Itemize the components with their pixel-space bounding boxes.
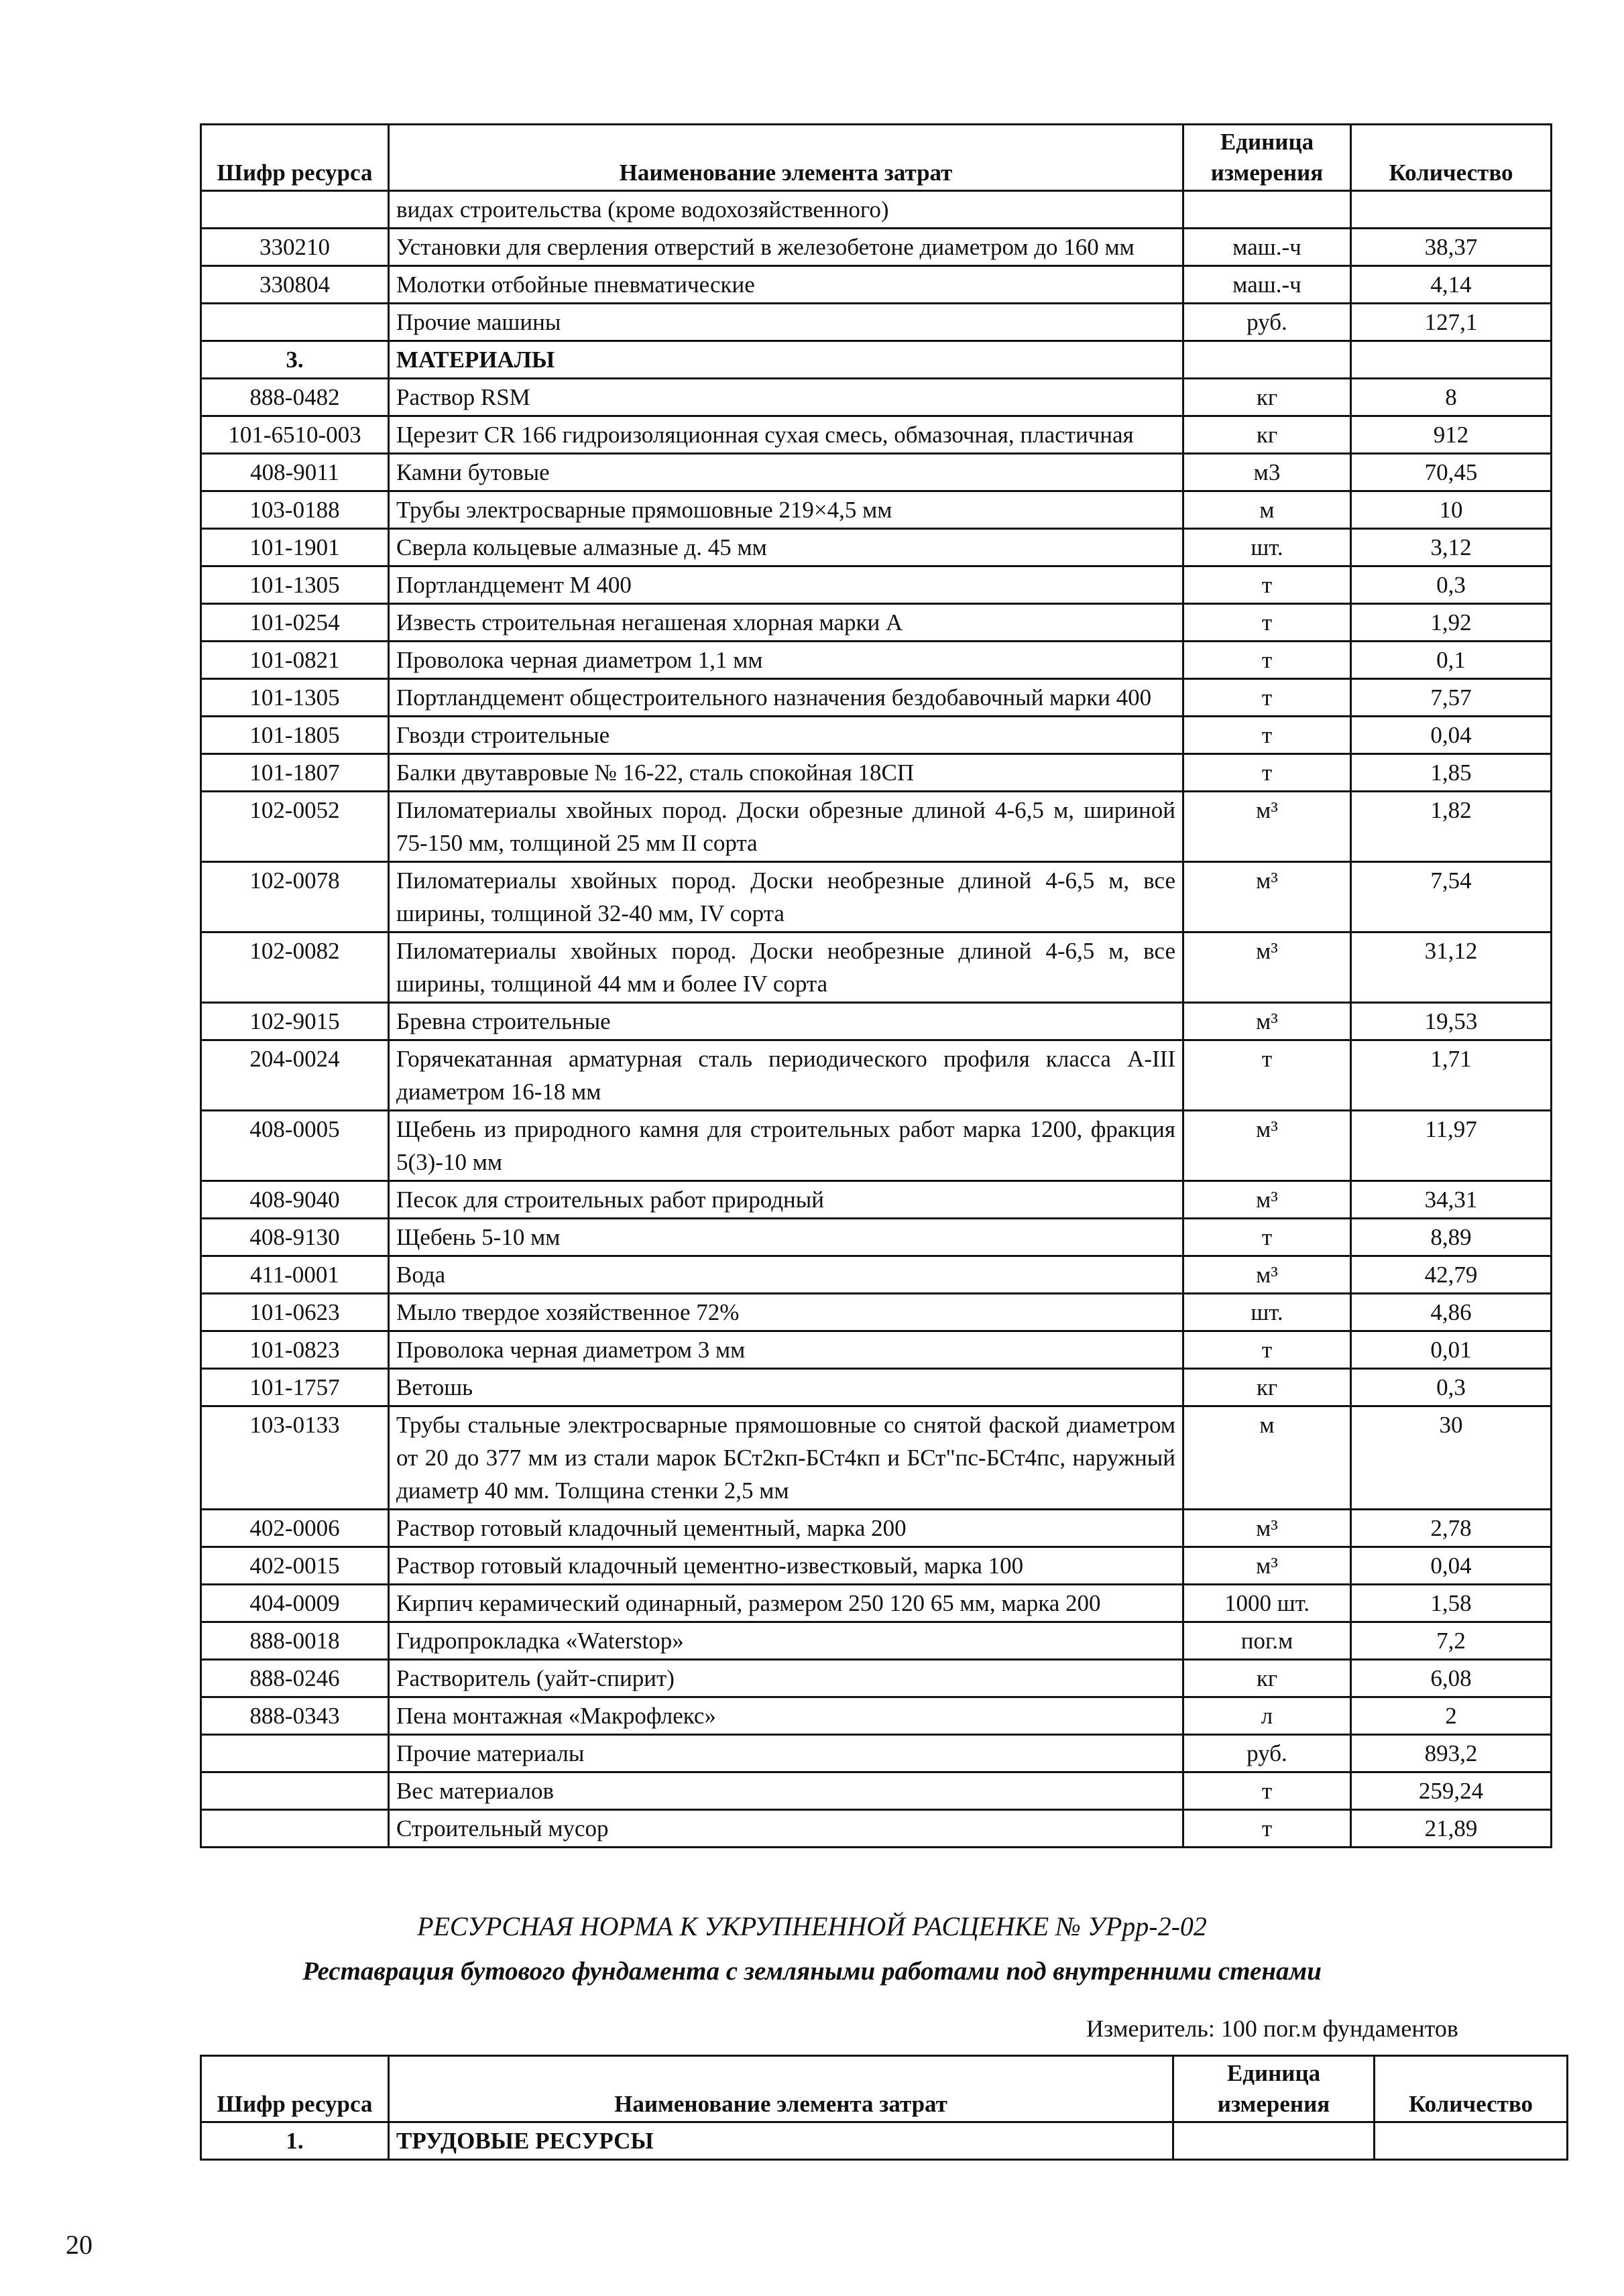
unit-cell: кг (1183, 1660, 1351, 1697)
code-cell: 404-0009 (201, 1585, 389, 1622)
table-row (201, 679, 1552, 717)
table-row (201, 754, 1552, 792)
name-cell: ТРУДОВЫЕ РЕСУРСЫ (389, 2122, 1173, 2160)
norm-subtitle: Реставрация бутового фундамента с земляными работами под внутренними стенами (302, 1957, 1322, 1986)
table-row (201, 1219, 1552, 1256)
name-cell: Пиломатериалы хвойных пород. Доски обрезные длиной 4-6,5 м, шириной 75-150 мм, толщиной 25 мм II сорта (389, 792, 1183, 862)
table-row (201, 416, 1552, 454)
unit-cell: м (1183, 491, 1351, 529)
name-cell: МАТЕРИАЛЫ (389, 341, 1183, 379)
table-row (201, 1697, 1552, 1735)
unit-cell: т (1183, 1040, 1351, 1111)
qty-cell: 42,79 (1351, 1256, 1552, 1294)
unit-cell: м³ (1183, 1547, 1351, 1585)
name-cell: Кирпич керамический одинарный, размером 250 120 65 мм, марка 200 (389, 1585, 1183, 1622)
name-cell: Портландцемент М 400 (389, 566, 1183, 604)
code-cell: 102-0078 (201, 862, 389, 932)
name-cell: Портландцемент общестроительного назначения бездобавочный марки 400 (389, 679, 1183, 717)
qty-cell: 21,89 (1351, 1810, 1552, 1848)
qty-cell: 8,89 (1351, 1219, 1552, 1256)
code-cell: 101-1757 (201, 1369, 389, 1406)
table-row (201, 1181, 1552, 1219)
qty-cell: 1,58 (1351, 1585, 1552, 1622)
qty-cell: 1,92 (1351, 604, 1552, 642)
qty-cell: 7,57 (1351, 679, 1552, 717)
name-cell: Пиломатериалы хвойных пород. Доски необрезные длиной 4-6,5 м, все ширины, толщиной 32-40 мм, IV сорта (389, 862, 1183, 932)
code-cell: 101-0823 (201, 1331, 389, 1369)
table-row (201, 529, 1552, 566)
code-cell: 101-0254 (201, 604, 389, 642)
unit-cell: маш.-ч (1183, 229, 1351, 266)
name-cell: Трубы стальные электросварные прямошовные со снятой фаской диаметром от 20 до 377 мм из стали марок БСт2кп-БСт4кп и БСт"пс-БСт4пс, наружный диаметр 40 мм. Толщина стенки 2,5 мм (389, 1406, 1183, 1510)
qty-cell: 1,71 (1351, 1040, 1552, 1111)
code-cell: 408-9011 (201, 454, 389, 491)
code-cell: 402-0006 (201, 1510, 389, 1547)
qty-cell: 0,1 (1351, 642, 1552, 679)
name-cell: Молотки отбойные пневматические (389, 266, 1183, 304)
name-cell: Камни бутовые (389, 454, 1183, 491)
unit-cell: т (1183, 717, 1351, 754)
unit-cell: м³ (1183, 1181, 1351, 1219)
qty-cell: 0,01 (1351, 1331, 1552, 1369)
table-header-row (201, 2056, 1568, 2122)
code-cell: 102-0052 (201, 792, 389, 862)
table-row (201, 1369, 1552, 1406)
code-cell: 101-1807 (201, 754, 389, 792)
code-cell: 888-0482 (201, 379, 389, 416)
qty-cell: 0,04 (1351, 717, 1552, 754)
qty-cell: 31,12 (1351, 932, 1552, 1003)
code-cell: 102-0082 (201, 932, 389, 1003)
qty-cell: 30 (1351, 1406, 1552, 1510)
qty-cell: 3,12 (1351, 529, 1552, 566)
table-row (201, 491, 1552, 529)
unit-cell: л (1183, 1697, 1351, 1735)
table-row (201, 341, 1552, 379)
unit-cell: м³ (1183, 1111, 1351, 1181)
name-cell: Вес материалов (389, 1772, 1183, 1810)
table-row (201, 1331, 1552, 1369)
table-row (201, 229, 1552, 266)
unit-cell (1183, 191, 1351, 229)
name-cell: Горячекатанная арматурная сталь периодического профиля класса А-III диаметром 16-18 мм (389, 1040, 1183, 1111)
code-cell: 411-0001 (201, 1256, 389, 1294)
unit-cell (1173, 2122, 1375, 2160)
table-row (201, 642, 1552, 679)
name-cell: Сверла кольцевые алмазные д. 45 мм (389, 529, 1183, 566)
unit-cell: м3 (1183, 454, 1351, 491)
name-cell: Известь строительная негашеная хлорная марки А (389, 604, 1183, 642)
table-row (201, 1294, 1552, 1331)
table-row (201, 266, 1552, 304)
name-cell: Балки двутавровые № 16-22, сталь спокойная 18СП (389, 754, 1183, 792)
qty-cell: 34,31 (1351, 1181, 1552, 1219)
unit-cell: пог.м (1183, 1622, 1351, 1660)
qty-cell: 8 (1351, 379, 1552, 416)
table-row (201, 304, 1552, 341)
header-code: Шифр ресурса (201, 125, 389, 191)
qty-cell: 1,85 (1351, 754, 1552, 792)
table-row (201, 792, 1552, 862)
unit-cell: т (1183, 1331, 1351, 1369)
unit-cell: т (1183, 1219, 1351, 1256)
table-row (201, 1547, 1552, 1585)
table-row (201, 1772, 1552, 1810)
qty-cell (1375, 2122, 1568, 2160)
unit-cell (1183, 341, 1351, 379)
name-cell: Растворитель (уайт-спирит) (389, 1660, 1183, 1697)
header-name: Наименование элемента затрат (389, 125, 1183, 191)
qty-cell: 6,08 (1351, 1660, 1552, 1697)
table-row (201, 1510, 1552, 1547)
code-cell: 101-1901 (201, 529, 389, 566)
header-unit: Единица измерения (1173, 2056, 1375, 2122)
table-row (201, 1003, 1552, 1040)
qty-cell: 10 (1351, 491, 1552, 529)
code-cell (201, 1735, 389, 1772)
header-name: Наименование элемента затрат (389, 2056, 1173, 2122)
table-row (201, 862, 1552, 932)
qty-cell: 127,1 (1351, 304, 1552, 341)
qty-cell: 2,78 (1351, 1510, 1552, 1547)
code-cell (201, 304, 389, 341)
table-row (201, 454, 1552, 491)
header-qty: Количество (1375, 2056, 1568, 2122)
table-row (201, 191, 1552, 229)
code-cell: 204-0024 (201, 1040, 389, 1111)
unit-cell: т (1183, 642, 1351, 679)
unit-cell: кг (1183, 379, 1351, 416)
name-cell: Строительный мусор (389, 1810, 1183, 1848)
qty-cell: 912 (1351, 416, 1552, 454)
unit-cell: маш.-ч (1183, 266, 1351, 304)
code-cell: 3. (201, 341, 389, 379)
name-cell: Проволока черная диаметром 1,1 мм (389, 642, 1183, 679)
qty-cell: 4,86 (1351, 1294, 1552, 1331)
name-cell: Установки для сверления отверстий в железобетоне диаметром до 160 мм (389, 229, 1183, 266)
code-cell: 1. (201, 2122, 389, 2160)
table-row (201, 604, 1552, 642)
code-cell: 402-0015 (201, 1547, 389, 1585)
name-cell: Трубы электросварные прямошовные 219×4,5 мм (389, 491, 1183, 529)
code-cell: 408-0005 (201, 1111, 389, 1181)
table-row (201, 1622, 1552, 1660)
code-cell: 101-1805 (201, 717, 389, 754)
unit-cell: м³ (1183, 1256, 1351, 1294)
table-header-row (201, 125, 1552, 191)
name-cell: Прочие машины (389, 304, 1183, 341)
norm-title: РЕСУРСНАЯ НОРМА К УКРУПНЕННОЙ РАСЦЕНКЕ № УРрр-2-02 (417, 1911, 1207, 1941)
qty-cell: 893,2 (1351, 1735, 1552, 1772)
qty-cell: 0,04 (1351, 1547, 1552, 1585)
table-row (201, 1585, 1552, 1622)
code-cell: 101-6510-003 (201, 416, 389, 454)
table-row (201, 566, 1552, 604)
name-cell: Щебень 5-10 мм (389, 1219, 1183, 1256)
code-cell: 101-0821 (201, 642, 389, 679)
name-cell: Церезит CR 166 гидроизоляционная сухая смесь, обмазочная, пластичная (389, 416, 1183, 454)
name-cell: Раствор готовый кладочный цементный, марка 200 (389, 1510, 1183, 1547)
qty-cell (1351, 341, 1552, 379)
unit-cell: 1000 шт. (1183, 1585, 1351, 1622)
unit-cell: м³ (1183, 862, 1351, 932)
qty-cell: 38,37 (1351, 229, 1552, 266)
unit-cell: м³ (1183, 1003, 1351, 1040)
materials-table (200, 123, 1552, 1848)
unit-cell: м³ (1183, 1510, 1351, 1547)
qty-cell: 4,14 (1351, 266, 1552, 304)
qty-cell (1351, 191, 1552, 229)
unit-cell: руб. (1183, 304, 1351, 341)
name-cell: Проволока черная диаметром 3 мм (389, 1331, 1183, 1369)
unit-cell: т (1183, 754, 1351, 792)
unit-cell: м³ (1183, 932, 1351, 1003)
unit-cell: т (1183, 566, 1351, 604)
code-cell: 408-9040 (201, 1181, 389, 1219)
name-cell: Ветошь (389, 1369, 1183, 1406)
unit-cell: т (1183, 1810, 1351, 1848)
name-cell: Бревна строительные (389, 1003, 1183, 1040)
qty-cell: 259,24 (1351, 1772, 1552, 1810)
qty-cell: 19,53 (1351, 1003, 1552, 1040)
table-row (201, 1660, 1552, 1697)
name-cell: Раствор готовый кладочный цементно-известковый, марка 100 (389, 1547, 1183, 1585)
header-unit: Единица измерения (1183, 125, 1351, 191)
header-code: Шифр ресурса (201, 2056, 389, 2122)
table-row (201, 932, 1552, 1003)
qty-cell: 1,82 (1351, 792, 1552, 862)
table-row (201, 1810, 1552, 1848)
table-row (201, 1735, 1552, 1772)
name-cell: Пена монтажная «Макрофлекс» (389, 1697, 1183, 1735)
name-cell: Прочие материалы (389, 1735, 1183, 1772)
unit-cell: кг (1183, 1369, 1351, 1406)
name-cell: Раствор RSM (389, 379, 1183, 416)
unit-cell: м³ (1183, 792, 1351, 862)
name-cell: Песок для строительных работ природный (389, 1181, 1183, 1219)
qty-cell: 11,97 (1351, 1111, 1552, 1181)
unit-cell: м (1183, 1406, 1351, 1510)
qty-cell: 7,54 (1351, 862, 1552, 932)
code-cell: 103-0133 (201, 1406, 389, 1510)
qty-cell: 0,3 (1351, 566, 1552, 604)
table-row (201, 379, 1552, 416)
page-number: 20 (66, 2230, 93, 2260)
code-cell: 408-9130 (201, 1219, 389, 1256)
table-body (201, 191, 1552, 1848)
unit-cell: т (1183, 1772, 1351, 1810)
unit-cell: т (1183, 679, 1351, 717)
table-row (201, 1256, 1552, 1294)
name-cell: видах строительства (кроме водохозяйственного) (389, 191, 1183, 229)
resources-table (200, 2055, 1568, 2161)
table-row (201, 2122, 1568, 2160)
unit-cell: шт. (1183, 1294, 1351, 1331)
unit-cell: шт. (1183, 529, 1351, 566)
code-cell: 330210 (201, 229, 389, 266)
code-cell: 101-0623 (201, 1294, 389, 1331)
code-cell: 888-0343 (201, 1697, 389, 1735)
name-cell: Вода (389, 1256, 1183, 1294)
unit-cell: руб. (1183, 1735, 1351, 1772)
code-cell (201, 191, 389, 229)
qty-cell: 0,3 (1351, 1369, 1552, 1406)
qty-cell: 7,2 (1351, 1622, 1552, 1660)
table-row (201, 1040, 1552, 1111)
name-cell: Гидропрокладка «Waterstop» (389, 1622, 1183, 1660)
name-cell: Гвозди строительные (389, 717, 1183, 754)
qty-cell: 2 (1351, 1697, 1552, 1735)
code-cell (201, 1810, 389, 1848)
table-row (201, 1111, 1552, 1181)
unit-cell: кг (1183, 416, 1351, 454)
name-cell: Щебень из природного камня для строительных работ марка 1200, фракция 5(3)-10 мм (389, 1111, 1183, 1181)
qty-cell: 70,45 (1351, 454, 1552, 491)
code-cell: 102-9015 (201, 1003, 389, 1040)
code-cell (201, 1772, 389, 1810)
table-body (201, 2122, 1568, 2160)
table-row (201, 717, 1552, 754)
code-cell: 103-0188 (201, 491, 389, 529)
code-cell: 101-1305 (201, 679, 389, 717)
unit-cell: т (1183, 604, 1351, 642)
table-row (201, 1406, 1552, 1510)
header-qty: Количество (1351, 125, 1552, 191)
code-cell: 888-0246 (201, 1660, 389, 1697)
name-cell: Мыло твердое хозяйственное 72% (389, 1294, 1183, 1331)
measure-unit: Измеритель: 100 пог.м фундаментов (1086, 2015, 1458, 2042)
name-cell: Пиломатериалы хвойных пород. Доски необрезные длиной 4-6,5 м, все ширины, толщиной 44 мм и более IV сорта (389, 932, 1183, 1003)
code-cell: 888-0018 (201, 1622, 389, 1660)
code-cell: 101-1305 (201, 566, 389, 604)
code-cell: 330804 (201, 266, 389, 304)
